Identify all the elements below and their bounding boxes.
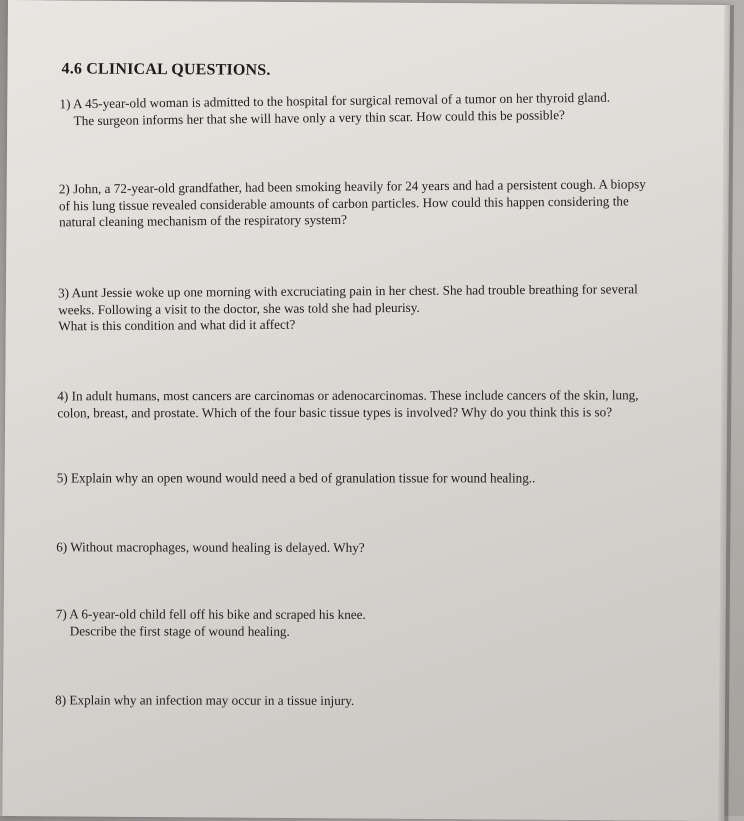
question-7: [56, 606, 716, 640]
question-2-line-3: natural cleaning mechanism of the respiratory system?: [59, 211, 347, 230]
section-heading: 4.6 CLINICAL QUESTIONS.: [61, 60, 271, 79]
question-7-line-1: 7) A 6-year-old child fell off his bike and scraped his knee.: [55, 606, 366, 622]
question-4-line-1: 4) In adult humans, most cancers are carcinomas or adenocarcinomas. These include cancers of the skin, lung,: [57, 387, 639, 404]
question-1: [59, 88, 719, 129]
question-2-line-1: 2) John, a 72-year-old grandfather, had been smoking heavily for 24 years and had a persistent cough. A biopsy: [58, 176, 646, 197]
question-8: [55, 692, 715, 710]
question-3-line-2: weeks. Following a visit to the doctor, she was told she had pleurisy.: [58, 299, 420, 317]
worksheet-page: [2, 0, 730, 821]
question-4-line-2: colon, breast, and prostate. Which of the four basic tissue types is involved? Why do you think this is so?: [57, 403, 613, 420]
question-3-line-1: 3) Aunt Jessie woke up one morning with excruciating pain in her chest. She had trouble breathing for several: [58, 281, 638, 301]
question-3-line-3: What is this condition and what did it affect?: [58, 316, 296, 334]
question-5-line-1: 5) Explain why an open wound would need a bed of granulation tissue for wound healing..: [56, 470, 536, 486]
question-6-line-1: 6) Without macrophages, wound healing is delayed. Why?: [56, 539, 365, 555]
question-7-line-2: Describe the first stage of wound healing.: [69, 622, 290, 639]
question-2-line-2: of his lung tissue revealed considerable amounts of carbon particles. How could this happen considering the: [58, 192, 629, 213]
question-1-line-2: The surgeon informs her that she will have only a very thin scar. How could this be possible?: [73, 106, 565, 128]
question-3: [58, 281, 718, 335]
question-8-line-1: 8) Explain why an infection may occur in a tissue injury.: [55, 692, 355, 708]
question-1-line-1: 1) A 45-year-old woman is admitted to the hospital for surgical removal of a tumor on her thyroid gland.: [59, 89, 611, 112]
page-edge-shadow: [718, 5, 734, 821]
question-4: [57, 387, 717, 421]
question-5: [57, 470, 717, 487]
question-2: [59, 176, 719, 231]
question-6: [56, 539, 716, 557]
